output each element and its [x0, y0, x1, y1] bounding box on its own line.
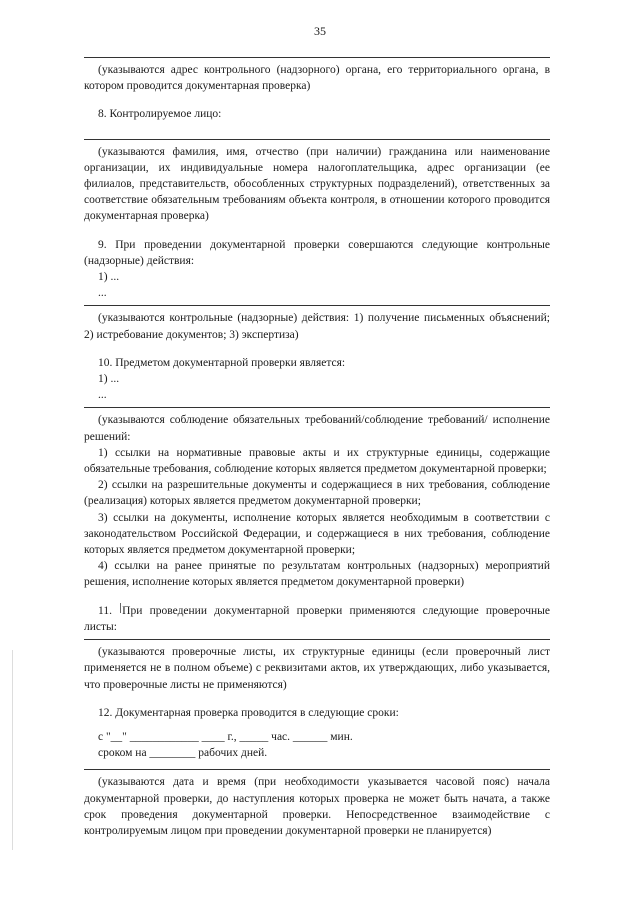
item-9-heading: 9. При проведении документарной проверки совершаются следующие контрольные (надзорные) действия:: [84, 238, 550, 267]
scan-edge-line: [12, 650, 13, 850]
note-subject-2: 2) ссылки на разрешительные документы и содержащиеся в них требования, соблюдение (реализация) которых является предметом документарной проверки;: [84, 479, 550, 508]
note-control-actions: (указываются контрольные (надзорные) действия: 1) получение письменных объяснений; 2) истребование документов; 3) экспертиза): [84, 312, 550, 341]
item-12-start-date: с "__" ____________ ____ г., _____ час. ______ мин.: [98, 730, 353, 743]
item-10-list-2: ...: [98, 389, 107, 402]
note-subject-intro: (указываются соблюдение обязательных требований/соблюдение требований/ исполнение решений:: [84, 414, 550, 443]
item-9-list-2: ...: [98, 287, 107, 300]
item-12-heading: 12. Документарная проверка проводится в следующие сроки:: [98, 706, 399, 719]
note-controlled-person: (указываются фамилия, имя, отчество (при наличии) гражданина или наименование организации, их индивидуальные номера налогоплательщика, адрес организации (ее филиалов, представительств, обособленных структурных подразделений), ответственных за соответствие обязательным требованиям объекта контроля, в отношении которого проводится документарная проверка): [84, 145, 550, 223]
note-subject-1: 1) ссылки на нормативные правовые акты и их структурные единицы, содержащие обязательные требования, соблюдение которых является предметом документарной проверки;: [84, 446, 550, 476]
item-11-number: 11.: [98, 604, 112, 617]
note-control-body-address: (указываются адрес контрольного (надзорного) органа, его территориального органа, в котором проводится документарная проверка): [84, 64, 550, 93]
note-dates: (указываются дата и время (при необходимости указывается часовой пояс) начала документарной проверки, до наступления которых проверка не может быть начата, а также срок проведения документарной проверки. Непосредственное взаимодействие с контролируемым лицом при проведении документарной проверки не планируется): [84, 776, 550, 837]
note-checklists: (указываются проверочные листы, их структурные единицы (если проверочный лист применяется не в полном объеме) с реквизитами актов, их утверждающих, либо указывается, что проверочные листы не применяются): [84, 646, 550, 691]
page-number: 35: [314, 24, 326, 38]
item-8-heading: 8. Контролируемое лицо:: [98, 108, 222, 121]
item-12-duration: сроком на ________ рабочих дней.: [98, 747, 268, 760]
note-subject-4: 4) ссылки на ранее принятые по результатам контрольных (надзорных) мероприятий решения, исполнение которых является предметом документарной проверки): [84, 560, 550, 589]
note-subject-3: 3) ссылки на документы, исполнение которых является необходимым в соответствии с законодательством Российской Федерации, и содержащиеся в них требования, соблюдение которых является предметом документарной проверки;: [84, 511, 550, 557]
item-10-heading: 10. Предметом документарной проверки является:: [98, 356, 346, 369]
item-9-list-1: 1) ...: [98, 271, 120, 284]
item-11-heading: [84, 603, 550, 635]
item-11-text: При проведении документарной проверки применяются следующие проверочные листы:: [84, 604, 550, 633]
item-10-list-1: 1) ...: [98, 373, 120, 386]
document-body: [84, 57, 550, 839]
